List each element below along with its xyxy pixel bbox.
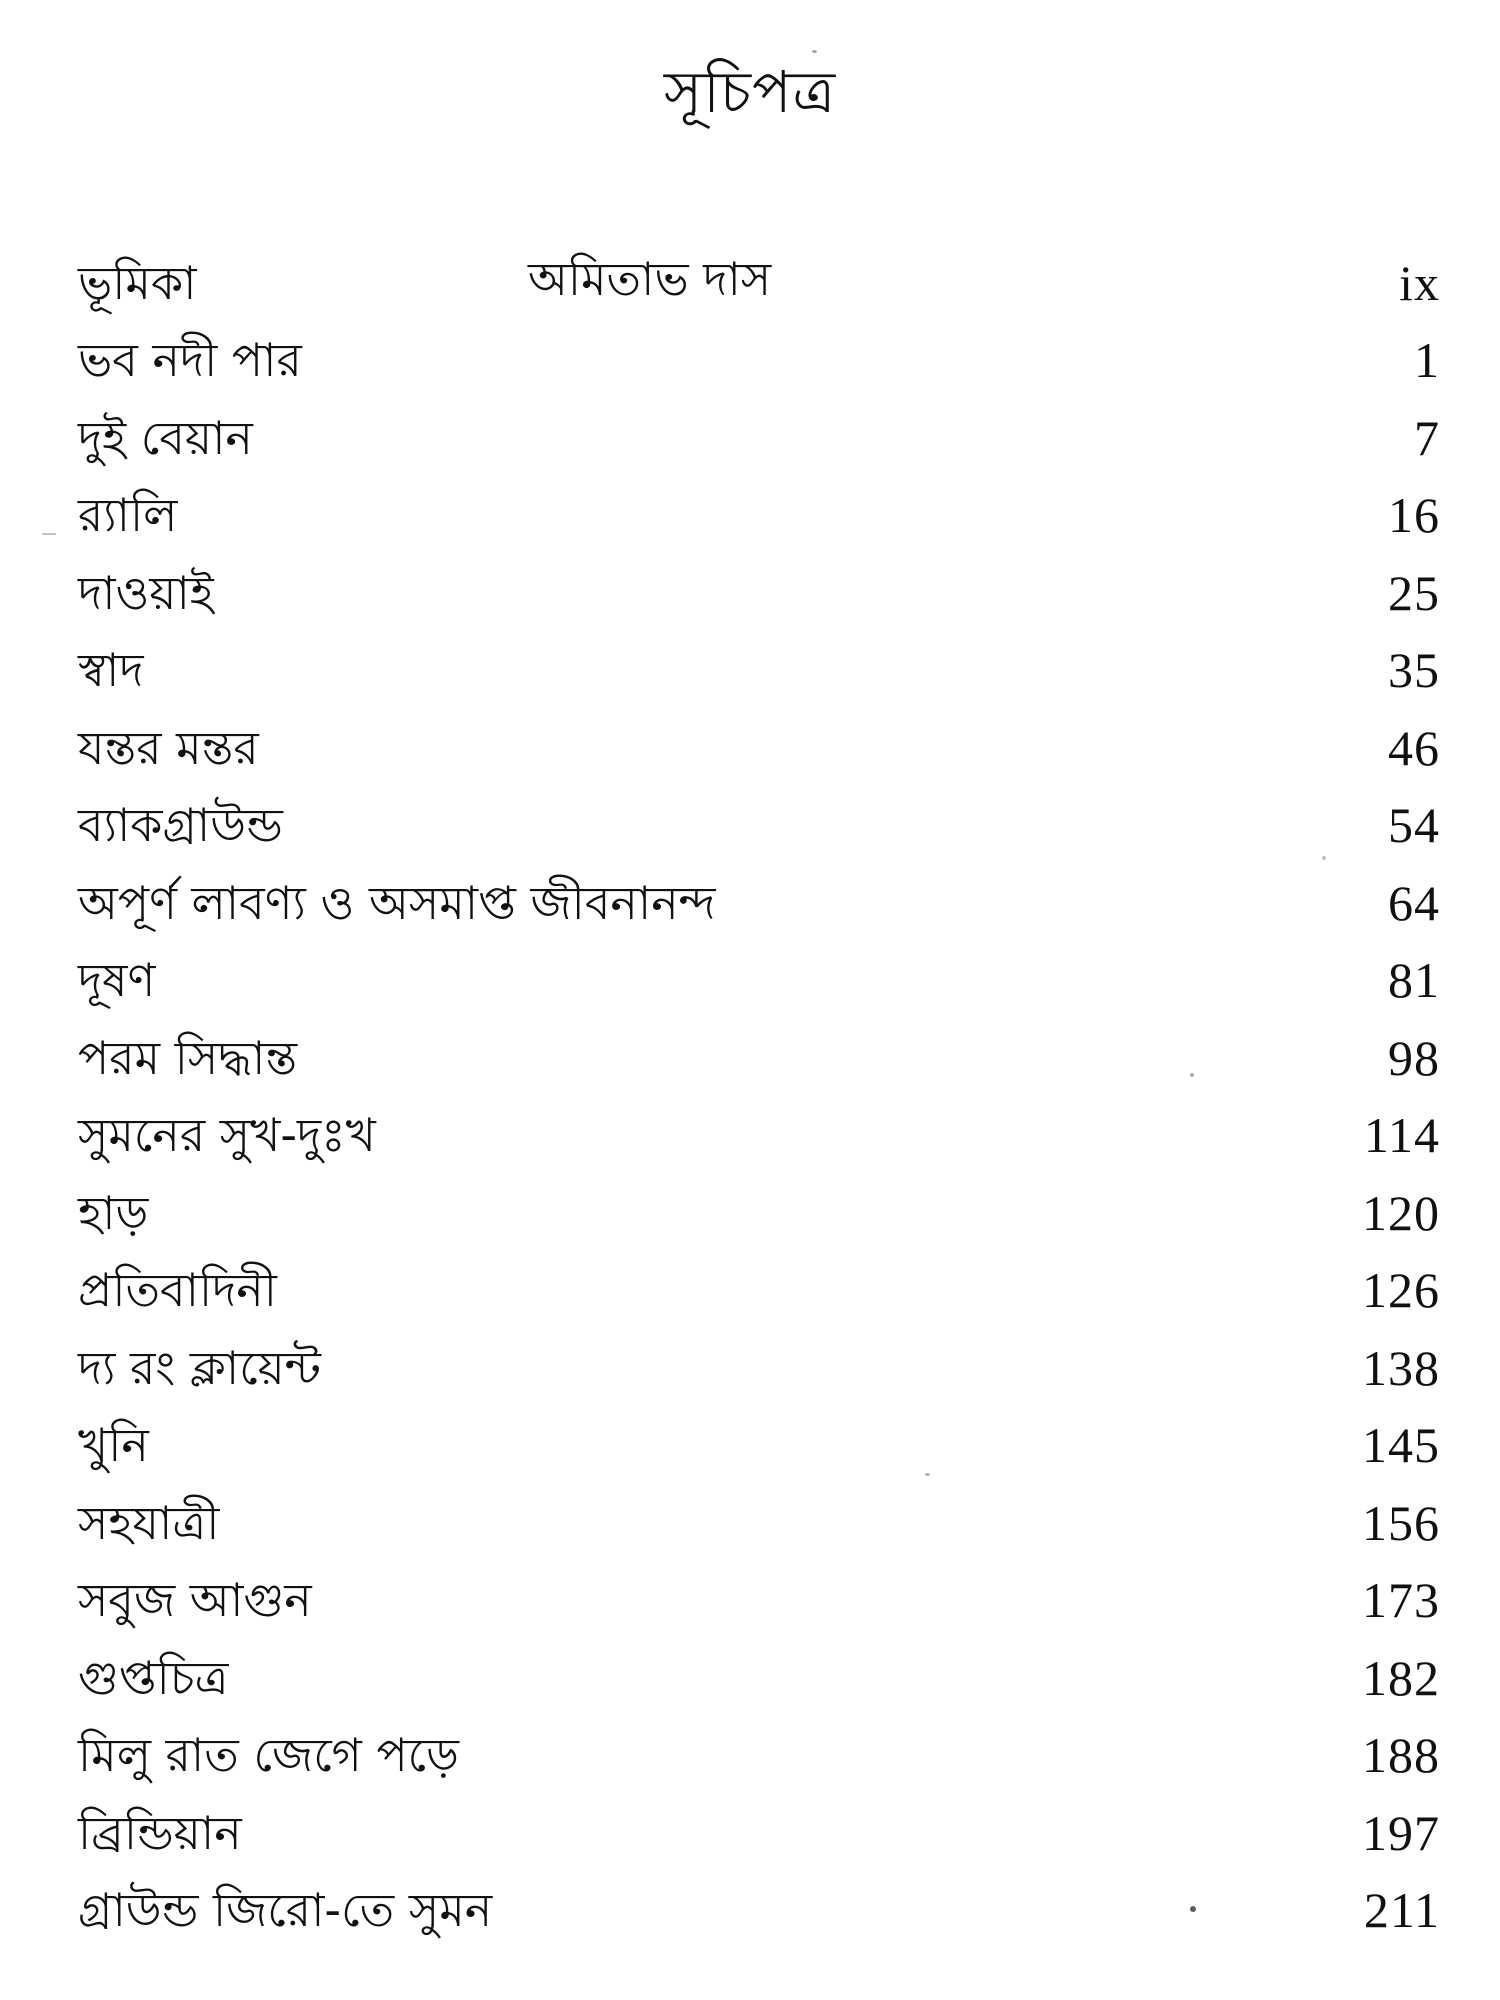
scan-speck xyxy=(1322,856,1326,860)
toc-entry-page: 173 xyxy=(1362,1572,1440,1629)
toc-row xyxy=(78,554,1440,632)
toc-entry-title: হাড় xyxy=(78,1185,149,1240)
toc-row xyxy=(78,787,1440,865)
toc-entry-title: ভব নদী পার xyxy=(78,333,302,388)
toc-entry-page: 120 xyxy=(1362,1184,1440,1241)
toc-entry-page: 46 xyxy=(1388,719,1440,776)
toc-entry-page: 182 xyxy=(1362,1649,1440,1706)
toc-entry-page: 211 xyxy=(1363,1882,1440,1939)
toc-entry-page: 16 xyxy=(1388,487,1440,544)
toc-entry-page: 54 xyxy=(1388,797,1440,854)
toc-entry-title: র‌্যালি xyxy=(78,488,178,543)
toc-entry-page: 188 xyxy=(1362,1727,1440,1784)
scan-speck xyxy=(1190,1906,1196,1912)
toc-entry-page: 98 xyxy=(1388,1029,1440,1086)
toc-entry-page: 81 xyxy=(1388,952,1440,1009)
toc-entry-page: 64 xyxy=(1388,874,1440,931)
scan-speck xyxy=(42,533,56,535)
toc-row xyxy=(78,1252,1440,1330)
scan-speck xyxy=(925,1473,930,1476)
toc-row xyxy=(78,1329,1440,1407)
toc-entry-title: ব্যাকগ্রাউন্ড xyxy=(78,798,283,853)
toc-entry-title: ব্রিন্ডিয়ান xyxy=(78,1805,242,1860)
toc-row xyxy=(78,709,1440,787)
toc-row xyxy=(78,399,1440,477)
toc-row xyxy=(78,1019,1440,1097)
toc-row xyxy=(78,864,1440,942)
toc-entry-title: দাওয়াই xyxy=(78,565,214,620)
toc-entry-page: 25 xyxy=(1388,564,1440,621)
toc-row xyxy=(78,1794,1440,1872)
toc-entry-title: গুপ্তচিত্র xyxy=(78,1650,229,1705)
toc-entry-page: ix xyxy=(1399,254,1440,311)
table-of-contents xyxy=(78,244,1440,1949)
toc-entry-title: দ্য রং ক্লায়েন্ট xyxy=(78,1340,321,1395)
toc-entry-title: সহযাত্রী xyxy=(78,1495,220,1550)
toc-row xyxy=(78,1639,1440,1717)
toc-entry-title: সবুজ আগুন xyxy=(78,1573,312,1628)
toc-entry-page: 1 xyxy=(1414,332,1440,389)
toc-row xyxy=(78,632,1440,710)
toc-entry-title: খুনি xyxy=(78,1418,149,1473)
toc-row xyxy=(78,1872,1440,1950)
page-title: সূচিপত্র xyxy=(663,58,837,126)
toc-entry-title: দুই বেয়ান xyxy=(78,410,253,465)
toc-entry-title: স্বাদ xyxy=(78,643,144,698)
toc-entry-title: অপূর্ণ লাবণ্য ও অসমাপ্ত জীবনানন্দ xyxy=(78,875,716,930)
toc-row xyxy=(78,1717,1440,1795)
toc-entry-title: পরম সিদ্ধান্ত xyxy=(78,1030,298,1085)
toc-row xyxy=(78,1562,1440,1640)
toc-entry-page: 197 xyxy=(1362,1804,1440,1861)
toc-entry-title: সুমনের সুখ-দুঃখ xyxy=(78,1108,376,1163)
toc-row xyxy=(78,1407,1440,1485)
toc-row-intro xyxy=(78,244,1440,322)
toc-entry-title: গ্রাউন্ড জিরো-তে সুমন xyxy=(78,1883,493,1938)
toc-row xyxy=(78,1097,1440,1175)
toc-row xyxy=(78,1484,1440,1562)
toc-row xyxy=(78,322,1440,400)
toc-row xyxy=(78,477,1440,555)
toc-entry-page: 156 xyxy=(1362,1494,1440,1551)
toc-entry-page: 126 xyxy=(1362,1262,1440,1319)
toc-entry-title: মিলু রাত জেগে পড়ে xyxy=(78,1728,460,1783)
toc-entry-page: 7 xyxy=(1414,409,1440,466)
toc-entry-author: অমিতাভ দাস xyxy=(528,251,772,306)
toc-row xyxy=(78,1174,1440,1252)
scan-speck xyxy=(812,50,817,53)
toc-entry-page: 35 xyxy=(1388,642,1440,699)
toc-entry-title: ভূমিকা xyxy=(78,255,197,310)
toc-entry-page: 145 xyxy=(1362,1417,1440,1474)
toc-row xyxy=(78,942,1440,1020)
toc-entry-title: যন্তর মন্তর xyxy=(78,720,259,775)
scan-speck xyxy=(1190,1073,1194,1077)
toc-entry-page: 114 xyxy=(1363,1107,1440,1164)
toc-entry-title: দূষণ xyxy=(78,953,156,1008)
toc-entry-page: 138 xyxy=(1362,1339,1440,1396)
toc-entry-title: প্রতিবাদিনী xyxy=(78,1263,277,1318)
